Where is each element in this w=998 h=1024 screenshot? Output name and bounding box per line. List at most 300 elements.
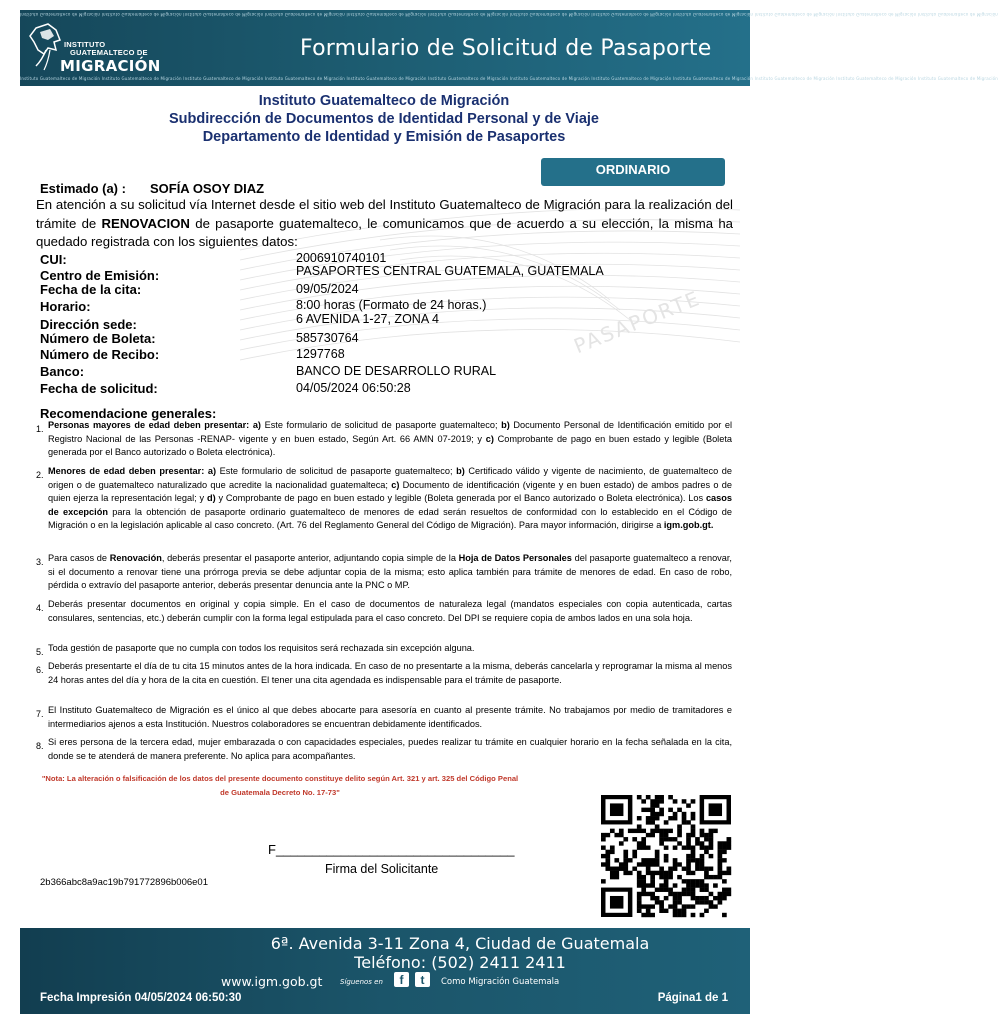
qr-module <box>691 892 696 896</box>
qr-module <box>704 896 709 900</box>
qr-module <box>659 875 664 879</box>
recommendation-number: 5. <box>36 647 44 657</box>
qr-module <box>673 799 678 803</box>
rec-bold: a) <box>204 466 217 476</box>
rec-text: , deberás presentar el pasaporte anterior, adjuntando copia simple de la <box>161 553 459 563</box>
direccion-label: Dirección sede: <box>40 317 137 332</box>
qr-module <box>677 862 682 866</box>
qr-module <box>704 909 709 913</box>
signature-line: F_________________________________ <box>268 842 515 857</box>
qr-module <box>722 858 727 862</box>
qr-module <box>623 858 628 862</box>
qr-module <box>700 867 705 871</box>
qr-module <box>646 904 651 908</box>
legal-note-line1: "Nota: La alteración o falsificación de los datos del presente documento constituye delito según Art. 321 y art. 325 del Código Penal <box>41 774 519 783</box>
qr-module <box>619 867 624 871</box>
qr-module <box>691 913 696 917</box>
banco-label: Banco: <box>40 364 85 379</box>
recommendation-number: 7. <box>36 709 44 719</box>
header-microtext-bottom: Instituto Guatemalteco de Migración Instituto Guatemalteco de Migración Instituto Guatemalteco de Migración Instituto Guatemalteco de Migración Instituto Guatemalteco de Migración Instituto Guatemalteco de Migración Instituto Guatemalteco de Migración Instituto Guatemalteco de Migración Instituto Guatemalteco de Migración Instituto Guatemalteco de Migración Instituto Guatemalteco de Migración Instituto Guatemalteco de Migración <box>20 76 998 81</box>
rec-text: Este formulario de solicitud de pasaporte guatemalteco; <box>261 420 502 430</box>
qr-module <box>695 837 700 841</box>
qr-module <box>668 808 673 812</box>
qr-module <box>727 871 732 875</box>
boleta-label: Número de Boleta: <box>40 331 156 346</box>
qr-module <box>718 871 723 875</box>
qr-module <box>677 892 682 896</box>
qr-module <box>601 879 606 883</box>
passport-type-badge: ORDINARIO <box>541 158 725 186</box>
qr-module <box>610 896 623 909</box>
qr-module <box>605 867 610 871</box>
qr-module <box>682 820 687 824</box>
recommendation-number: 4. <box>36 603 44 613</box>
qr-module <box>682 892 687 896</box>
qr-module <box>718 850 723 854</box>
qr-module <box>709 841 714 845</box>
igm-logo <box>26 20 166 76</box>
rec-text: Comprobante de pago en buen estado y legible (Boleta generada por el Banco autorizado o Boleta electrónica). <box>48 433 732 457</box>
qr-module <box>614 833 619 837</box>
qr-module <box>646 883 651 887</box>
qr-module <box>646 862 651 866</box>
qr-module <box>601 845 606 849</box>
qr-module <box>704 837 709 841</box>
qr-module <box>682 913 687 917</box>
qr-module <box>646 816 651 820</box>
intro-procedure: RENOVACION <box>101 215 190 231</box>
qr-module <box>659 833 664 837</box>
qr-module <box>664 888 669 892</box>
qr-module <box>637 909 642 913</box>
qr-module <box>655 854 660 858</box>
qr-module <box>709 803 722 816</box>
qr-module <box>646 871 651 875</box>
qr-module <box>641 845 646 849</box>
intro-text-1: En atención a su solicitud vía Internet desde el sitio web del Instituto Guatemalteco de Migración para la realización del trámite de <box>36 197 733 231</box>
qr-module <box>655 824 660 828</box>
qr-module <box>722 896 727 900</box>
qr-module <box>664 879 669 883</box>
qr-module <box>628 871 633 875</box>
legal-note-line2: de Guatemala Decreto No. 17-73" <box>220 788 340 797</box>
qr-module <box>632 829 637 833</box>
qr-module <box>605 862 610 866</box>
qr-module <box>686 854 691 858</box>
qr-module <box>655 850 660 854</box>
qr-module <box>646 845 651 849</box>
qr-module <box>655 795 660 799</box>
qr-module <box>632 854 637 858</box>
intro-text-2: de pasaporte guatemalteco, le comunicamos que de acuerdo a su elección, la misma ha quedado registrada con los siguientes datos: <box>36 215 733 249</box>
qr-module <box>709 875 714 879</box>
qr-module <box>700 900 705 904</box>
qr-module <box>664 820 669 824</box>
qr-module <box>641 875 646 879</box>
qr-module <box>619 829 624 833</box>
qr-module <box>641 913 646 917</box>
qr-module <box>704 888 709 892</box>
qr-module <box>668 871 673 875</box>
recommendation-number: 1. <box>36 424 44 434</box>
page-number: Página1 de 1 <box>657 992 728 1004</box>
qr-module <box>673 896 678 900</box>
qr-module <box>655 803 660 807</box>
rec-text: Toda gestión de pasaporte que no cumpla con todos los requisitos será rechazada sin excepción alguna. <box>48 643 475 653</box>
qr-module <box>686 888 691 892</box>
qr-module <box>668 816 673 820</box>
qr-module <box>610 867 615 871</box>
greeting <box>40 181 264 196</box>
qr-module <box>722 913 727 917</box>
qr-module <box>691 904 696 908</box>
qr-module <box>641 888 646 892</box>
rec-text: Si eres persona de la tercera edad, mujer embarazada o con capacidades especiales, puedes realizar tu trámite en cualquier horario en la fecha señalada en la cita, donde se te atenderá de manera preferente. No aplica para acompañantes. <box>48 737 732 761</box>
qr-module <box>718 892 723 896</box>
logo-text-line1: INSTITUTO <box>64 40 106 49</box>
document-hash: 2b366abc8a9ac19b791772896b006e01 <box>40 877 209 888</box>
rec-bold: c) <box>485 433 494 444</box>
boleta-value: 585730764 <box>296 331 359 345</box>
rec-bold: Renovación <box>109 553 162 563</box>
qr-module <box>628 858 633 862</box>
qr-module <box>659 900 664 904</box>
rec-text: Documento Personal de Identificación emitido por el Registro Nacional de las Personas -RENAP- vigente y en buen estado, Según Art. 66 AMN 07-2019; y <box>48 420 732 444</box>
qr-module <box>632 867 637 871</box>
rec-text: y Comprobante de pago en buen estado y legible (Boleta generada por el Banco autorizado o Boleta electrónica). Los <box>215 493 706 503</box>
qr-module <box>691 888 696 892</box>
qr-module <box>691 896 696 900</box>
rec-text: Documento de identificación (vigente y en buen estado) de ambos padres o de quien ejerza la representación legal; y <box>48 479 732 503</box>
qr-module <box>641 862 646 866</box>
qr-module <box>646 913 651 917</box>
rec-bold: Personas mayores de edad deben presentar: <box>48 420 250 430</box>
qr-code-graphic <box>601 795 731 917</box>
footer-address: 6ª. Avenida 3-11 Zona 4, Ciudad de Guatemala <box>270 934 650 953</box>
qr-module <box>727 892 732 896</box>
logo-text-main: MIGRACIÓN <box>60 57 161 75</box>
qr-module <box>650 812 655 816</box>
qr-module <box>682 867 687 871</box>
qr-module <box>709 829 714 833</box>
centro-label: Centro de Emisión: <box>40 268 160 283</box>
qr-module <box>650 896 655 900</box>
qr-module <box>601 854 606 858</box>
qr-module <box>650 833 655 837</box>
qr-module <box>718 867 723 871</box>
qr-module <box>655 812 660 816</box>
recommendation-7 <box>36 704 732 731</box>
rec-bold: Menores de edad deben presentar: <box>48 466 205 476</box>
qr-module <box>641 883 646 887</box>
qr-module <box>659 841 664 845</box>
qr-module <box>664 833 669 837</box>
qr-module <box>709 867 714 871</box>
qr-module <box>695 896 700 900</box>
qr-module <box>718 845 723 849</box>
qr-module <box>691 824 696 828</box>
qr-module <box>668 867 673 871</box>
qr-module <box>700 888 705 892</box>
qr-module <box>650 904 655 908</box>
logo-text-line2: GUATEMALTECO DE <box>70 48 148 57</box>
qr-module <box>664 909 669 913</box>
qr-module <box>718 854 723 858</box>
qr-module <box>682 904 687 908</box>
qr-module <box>637 862 642 866</box>
qr-module <box>673 812 678 816</box>
header-banner <box>20 10 998 86</box>
qr-module <box>682 812 687 816</box>
rec-bold: Hoja de Datos Personales <box>458 553 572 563</box>
qr-module <box>668 829 673 833</box>
qr-module <box>704 833 709 837</box>
rec-text: del pasaporte guatemalteco a renovar, si el documento a renovar tiene una prórroga previa se debe adjuntar copia de la misma; esto aplica también para trámite de menores de edad. En caso de robo, pérdida o extravío del pasaporte anterior, deberás presentar denuncia ante la PNC o MP. <box>48 553 732 590</box>
qr-module <box>637 824 642 828</box>
qr-module <box>664 875 669 879</box>
fecha-solicitud-label: Fecha de solicitud: <box>40 381 158 396</box>
recommendation-number: 8. <box>36 741 44 751</box>
qr-module <box>637 896 642 900</box>
qr-module <box>650 808 655 812</box>
qr-module <box>682 816 687 820</box>
qr-module <box>718 841 723 845</box>
recommendation-number: 3. <box>36 557 44 567</box>
qr-module <box>713 875 718 879</box>
cui-label: CUI: <box>40 252 67 267</box>
rec-bold: d) <box>206 493 216 503</box>
qr-module <box>641 904 646 908</box>
qr-module <box>686 867 691 871</box>
rec-text: El Instituto Guatemalteco de Migración es el único al que debes abocarte para asesoría en cuanto al presente trámite. No trabajamos por medio de tramitadores e intermediarios ajenos a esta Institución. Nuestros colaboradores se encuentran debidamente identificados. <box>48 705 732 729</box>
title-institute: Instituto Guatemalteco de Migración <box>258 93 510 109</box>
qr-module <box>704 867 709 871</box>
qr-module <box>682 799 687 803</box>
qr-module <box>601 862 606 866</box>
qr-module <box>623 850 628 854</box>
recommendation-1 <box>36 419 732 460</box>
signature-label: Firma del Solicitante <box>325 862 439 876</box>
qr-module <box>673 845 678 849</box>
fecha-cita-value: 09/05/2024 <box>296 282 359 296</box>
qr-module <box>713 904 718 908</box>
qr-module <box>668 892 673 896</box>
qr-module <box>677 875 682 879</box>
cui-value: 2006910740101 <box>296 251 387 265</box>
qr-module <box>686 841 691 845</box>
qr-module <box>610 803 623 816</box>
qr-module <box>637 892 642 896</box>
qr-module <box>646 892 651 896</box>
qr-module <box>700 854 705 858</box>
qr-module <box>605 833 610 837</box>
qr-module <box>641 837 646 841</box>
qr-module <box>632 850 637 854</box>
qr-module <box>659 871 664 875</box>
qr-module <box>722 892 727 896</box>
qr-module <box>709 900 714 904</box>
qr-module <box>722 888 727 892</box>
qr-module <box>686 892 691 896</box>
qr-module <box>673 892 678 896</box>
facebook-icon[interactable]: f <box>394 972 409 987</box>
qr-module <box>695 867 700 871</box>
qr-module <box>664 871 669 875</box>
qr-module <box>691 799 696 803</box>
qr-module <box>727 888 732 892</box>
qr-module <box>646 858 651 862</box>
recibo-label: Número de Recibo: <box>40 347 160 362</box>
direccion-value: 6 AVENIDA 1-27, ZONA 4 <box>296 312 439 326</box>
qr-module <box>637 795 642 799</box>
rec-bold: b) <box>456 466 465 476</box>
qr-module <box>664 829 669 833</box>
qr-module <box>677 913 682 917</box>
recommendation-6 <box>36 660 732 687</box>
qr-module <box>673 867 678 871</box>
qr-module <box>637 845 642 849</box>
qr-module <box>610 845 615 849</box>
qr-module <box>641 799 646 803</box>
rec-text: Certificado válido y vigente de nacimiento, de guatemalteco de origen o de guatemalteco naturalizado que acredite la nacionalidad guatemalteca; <box>48 466 732 490</box>
qr-module <box>668 837 673 841</box>
qr-code <box>601 795 731 917</box>
qr-module <box>664 896 669 900</box>
qr-module <box>605 858 610 862</box>
qr-module <box>700 841 705 845</box>
centro-value: PASAPORTES CENTRAL GUATEMALA, GUATEMALA <box>296 264 604 278</box>
qr-module <box>610 875 615 879</box>
qr-module <box>727 837 732 841</box>
qr-module <box>659 883 664 887</box>
qr-module <box>709 892 714 896</box>
qr-module <box>650 913 655 917</box>
qr-module <box>727 841 732 845</box>
qr-module <box>646 833 651 837</box>
qr-module <box>686 862 691 866</box>
qr-module <box>700 858 705 862</box>
qr-module <box>650 803 655 807</box>
qr-module <box>637 871 642 875</box>
footer-banner <box>20 928 750 1014</box>
rec-bold: igm.gob.gt. <box>663 520 714 530</box>
qr-module <box>709 904 714 908</box>
qr-module <box>637 841 642 845</box>
qr-module <box>686 871 691 875</box>
qr-module <box>677 808 682 812</box>
rec-text: Deberás presentar documentos en original y copia simple. En el caso de documentos de naturaleza legal (mandatos especiales con copia autenticada, cartas consulares, sentencias, etc.) deberán cumplir con la forma legal estipulada para el caso concreto. Del DPI se requiere copia de ambos lados en una sola hoja. <box>48 599 732 623</box>
qr-module <box>695 841 700 845</box>
qr-module <box>664 845 669 849</box>
qr-module <box>641 829 646 833</box>
qr-module <box>686 845 691 849</box>
qr-module <box>659 904 664 908</box>
qr-module <box>601 837 606 841</box>
banco-value: BANCO DE DESARROLLO RURAL <box>296 364 497 378</box>
qr-module <box>709 854 714 858</box>
qr-module <box>605 854 610 858</box>
qr-module <box>700 862 705 866</box>
qr-module <box>664 858 669 862</box>
qr-module <box>695 879 700 883</box>
fecha-cita-label: Fecha de la cita: <box>40 282 142 297</box>
qr-module <box>691 879 696 883</box>
qr-module <box>605 850 610 854</box>
header-microtext-top: Instituto Guatemalteco de Migración Instituto Guatemalteco de Migración Instituto Guatemalteco de Migración Instituto Guatemalteco de Migración Instituto Guatemalteco de Migración Instituto Guatemalteco de Migración Instituto Guatemalteco de Migración Instituto Guatemalteco de Migración Instituto Guatemalteco de Migración Instituto Guatemalteco de Migración Instituto Guatemalteco de Migración Instituto Guatemalteco de Migración <box>20 12 998 17</box>
qr-module <box>700 845 705 849</box>
qr-module <box>673 904 678 908</box>
qr-module <box>646 909 651 913</box>
qr-module <box>655 871 660 875</box>
qr-module <box>659 812 664 816</box>
recommendation-number: 2. <box>36 470 44 480</box>
qr-module <box>673 858 678 862</box>
qr-module <box>646 867 651 871</box>
qr-module <box>619 841 624 845</box>
qr-module <box>664 837 669 841</box>
qr-module <box>713 896 718 900</box>
qr-module <box>655 896 660 900</box>
qr-module <box>691 854 696 858</box>
qr-module <box>637 879 642 883</box>
qr-module <box>673 862 678 866</box>
qr-module <box>695 858 700 862</box>
qr-module <box>686 883 691 887</box>
footer-social-name: Como Migración Guatemala <box>441 977 560 987</box>
qr-module <box>650 816 655 820</box>
qr-module <box>695 862 700 866</box>
qr-module <box>623 871 628 875</box>
qr-module <box>682 845 687 849</box>
qr-module <box>659 837 664 841</box>
qr-module <box>655 888 660 892</box>
qr-module <box>641 879 646 883</box>
qr-module <box>677 841 682 845</box>
qr-module <box>722 871 727 875</box>
qr-module <box>619 862 624 866</box>
recibo-value: 1297768 <box>296 347 345 361</box>
qr-module <box>722 845 727 849</box>
footer-website-link[interactable]: www.igm.gob.gt <box>221 974 323 989</box>
qr-module <box>641 841 646 845</box>
qr-module <box>682 879 687 883</box>
rec-bold: casos de excepción <box>48 493 732 517</box>
qr-module <box>668 795 673 799</box>
twitter-icon[interactable]: t <box>415 972 430 987</box>
qr-module <box>646 795 651 799</box>
qr-module <box>673 816 678 820</box>
print-date: Fecha Impresión 04/05/2024 06:50:30 <box>40 992 242 1004</box>
qr-module <box>659 867 664 871</box>
qr-module <box>623 854 628 858</box>
qr-module <box>655 829 660 833</box>
footer-follow-label: Síguenos en <box>340 978 383 986</box>
qr-module <box>650 858 655 862</box>
qr-module <box>614 867 619 871</box>
qr-module <box>691 812 696 816</box>
qr-module <box>650 799 655 803</box>
qr-module <box>691 816 696 820</box>
qr-module <box>686 820 691 824</box>
qr-module <box>623 862 628 866</box>
qr-module <box>664 854 669 858</box>
institution-titles <box>0 92 768 146</box>
qr-module <box>686 858 691 862</box>
qr-module <box>668 904 673 908</box>
qr-module <box>718 900 723 904</box>
qr-module <box>623 837 628 841</box>
qr-module <box>655 816 660 820</box>
